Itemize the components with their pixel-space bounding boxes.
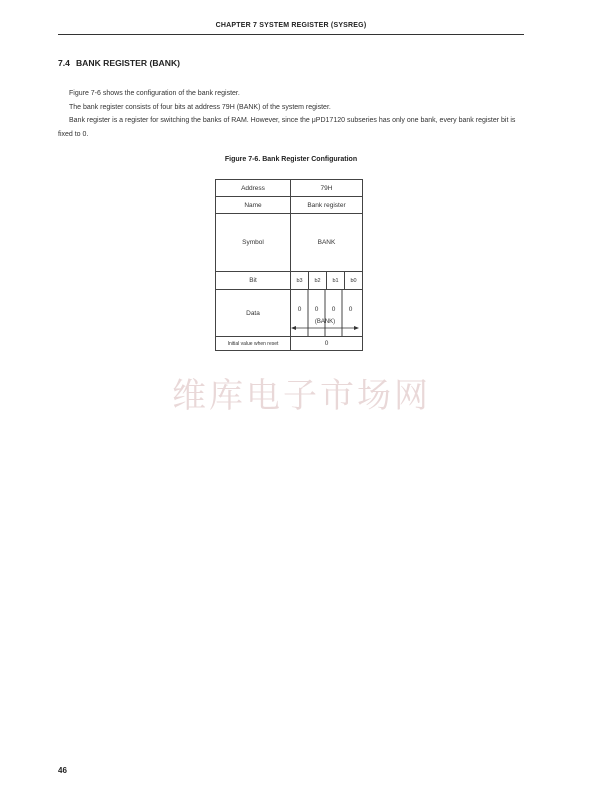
address-label: Address: [216, 180, 291, 197]
name-value: Bank register: [291, 197, 363, 214]
data-b2: 0: [314, 306, 319, 313]
initial-label: Initial value when reset: [216, 337, 291, 351]
symbol-label: Symbol: [216, 214, 291, 272]
paragraph: The bank register consists of four bits at address 79H (BANK) of the system register.: [69, 103, 331, 111]
address-value: 79H: [291, 180, 363, 197]
table-row-name: [216, 197, 363, 214]
table-row-address: [216, 180, 363, 197]
header-divider: [58, 34, 524, 35]
data-values: [291, 306, 359, 313]
paragraph: Figure 7-6 shows the configuration of the bank register.: [69, 90, 240, 97]
chapter-header: CHAPTER 7 SYSTEM REGISTER (SYSREG): [215, 22, 367, 29]
data-b0: 0: [348, 306, 353, 313]
section-title-text: BANK REGISTER (BANK): [75, 58, 181, 68]
bank-group-label: (BANK): [314, 319, 336, 325]
figure-caption: Figure 7-6. Bank Register Configuration: [224, 156, 358, 163]
bit-b2: b2: [309, 272, 327, 290]
section-title: [58, 58, 180, 68]
table-row-symbol: [216, 214, 363, 272]
table-row-data: [216, 290, 363, 337]
table-row-initial: [216, 337, 363, 351]
bit-b3: b3: [291, 272, 309, 290]
body-text: [58, 87, 528, 141]
symbol-value: BANK: [291, 214, 363, 272]
bank-register-table: [215, 179, 363, 351]
page-number: 46: [58, 766, 67, 775]
table-row-bit: [216, 272, 363, 290]
bit-b1: b1: [327, 272, 345, 290]
initial-value: 0: [291, 337, 363, 351]
bank-span-arrow: [291, 290, 359, 336]
name-label: Name: [216, 197, 291, 214]
data-b3: 0: [297, 306, 302, 313]
section-number: 7.4: [58, 58, 70, 68]
data-b1: 0: [331, 306, 336, 313]
bit-b0: b0: [345, 272, 363, 290]
data-label: Data: [216, 290, 291, 337]
watermark: 维库电子市场网: [172, 376, 431, 416]
data-cell: [291, 290, 363, 337]
bit-label: Bit: [216, 272, 291, 290]
paragraph: Bank register is a register for switching the banks of RAM. However, since the μPD17120 subseries has only one bank, every bank register bit is fixed to 0.: [58, 117, 516, 138]
